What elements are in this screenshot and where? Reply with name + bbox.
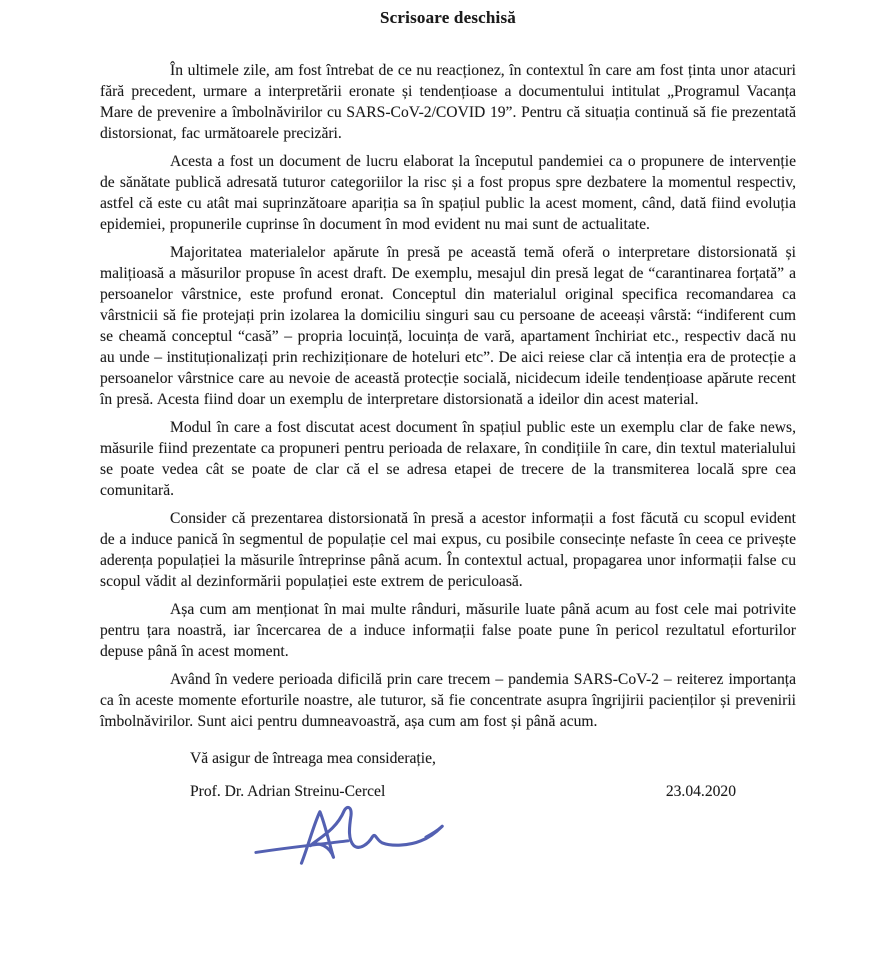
closing-salutation: Vă asigur de întreaga mea considerație, (190, 750, 436, 767)
paragraph-1: În ultimele zile, am fost întrebat de ce nu reacționez, în contextul în care am fost ținta unor atacuri fără precedent, urmare a interpretării eronate și tendențioase a documentului intitulat „Programul Vacanța Mare de prevenire a îmbolnăvirilor cu SARS-CoV-2/COVID 19”. Pentru că situația continuă să fie prezentată distorsionat, fac următoarele precizări. (100, 62, 796, 142)
document-date: 23.04.2020 (665, 783, 736, 800)
paragraph-2: Acesta a fost un document de lucru elaborat la începutul pandemiei ca o propunere de intervenție de sănătate publică adresată tuturor categoriilor la risc și a fost propus spre dezbatere la momentul respectiv, astfel că este cu atât mai suprinzătoare apariția sa în spațiul public la acest moment, când, dată fiind evoluția epidemiei, propunerile cuprinse în document în mod evident nu mai sunt de actualitate. (100, 153, 796, 233)
signer-name: Prof. Dr. Adrian Streinu-Cercel (190, 783, 386, 800)
page-title: Scrisoare deschisă (380, 8, 516, 27)
paragraph-3: Majoritatea materialelor apărute în presă pe această temă oferă o interpretare distorsionată și malițioasă a măsurilor propuse în acest draft. De exemplu, mesajul din presă legat de “carantinarea forțată” a persoanelor vârstnice, este profund eronat. Conceptul din materialul original specifica recomandarea ca vârstnicii să fie protejați prin izolarea la domiciliu singuri sau cu persoane de aceeași vârstă: “indiferent cum se cheamă conceptul “casă” – propria locuință, locuința de vară, apartament închiriat etc., respectiv dacă nu au unde – instituționalizați prin rechiziționare de hoteluri etc”. De aici reiese clar că intenția era de protecție a persoanelor vârstnice care au nevoie de această protecție socială, nicidecum ideile tendențioase apărute recent în presă. Acesta fiind doar un exemplu de interpretare distorsionată a ideilor din acest material. (100, 244, 796, 408)
signature-block (250, 802, 450, 868)
paragraph-4: Modul în care a fost discutat acest document în spațiul public este un exemplu clar de fake news, măsurile fiind prezentate ca propuneri pentru perioada de relaxare, în condițiile în care, din textul materialului se poate vedea cât se poate de clar că el se adresa etapei de trecere de la transmiterea locală spre cea comunitară. (100, 419, 796, 499)
signer-row (190, 781, 796, 802)
paragraph-6: Așa cum am menționat în mai multe rânduri, măsurile luate până acum au fost cele mai potrivite pentru țara noastră, iar încercarea de a induce informații false poate pune în pericol rezultatul eforturilor depuse până în acest moment. (100, 601, 796, 660)
paragraph-5: Consider că prezentarea distorsionată în presă a acestor informații a fost făcută cu scopul evident de a induce panică în segmentul de populație cel mai expus, cu posibile consecințe nefaste în ceea ce privește aderența populației la măsurile întreprinse până acum. În contextul actual, propagarea unor informații false cu scopul vădit al dezinformării populației este extrem de periculoasă. (100, 510, 796, 590)
letter-content (100, 8, 796, 868)
signature-strokes (256, 807, 442, 863)
paragraph-7: Având în vedere perioada dificilă prin care trecem – pandemia SARS-CoV-2 – reiterez importanța ca în aceste momente eforturile noastre, ale tuturor, să fie concentrate asupra îngrijirii pacienților și prevenirii îmbolnăvirilor. Sunt aici pentru dumneavoastră, așa cum am fost și până acum. (100, 671, 796, 730)
signature-scribble-icon (250, 802, 450, 868)
